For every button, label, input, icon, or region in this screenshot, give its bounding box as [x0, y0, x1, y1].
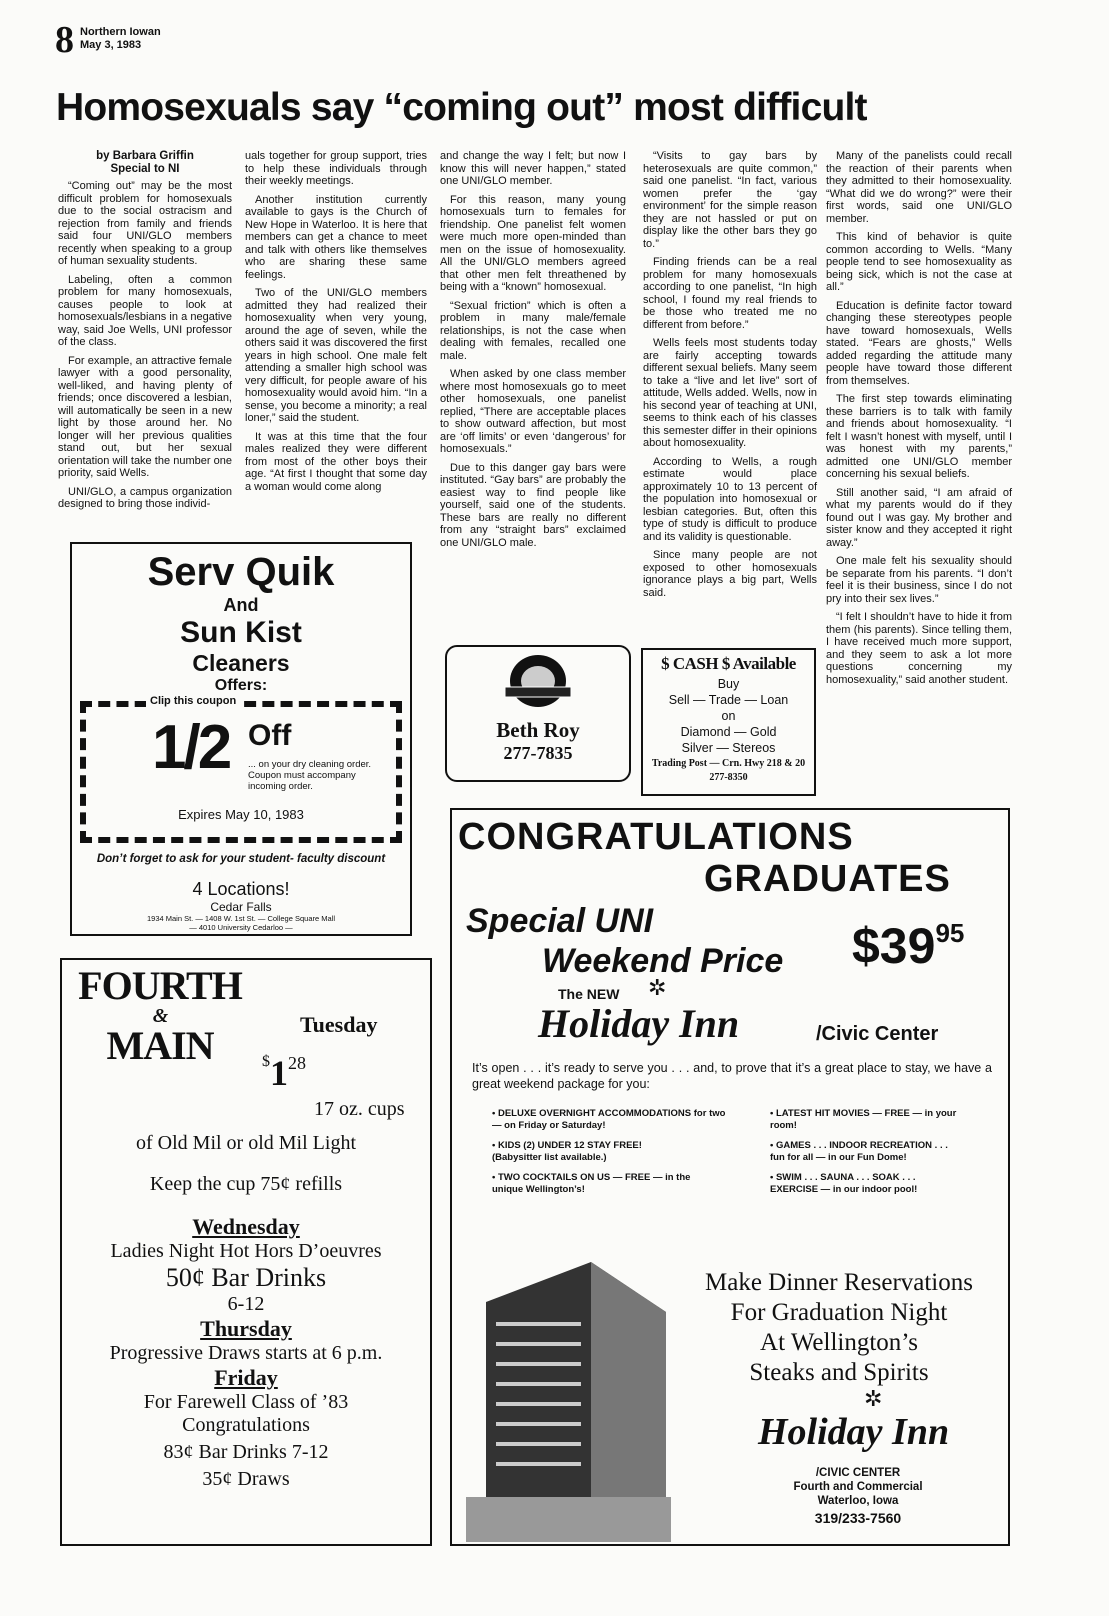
ad-text: 17 oz. cups	[314, 1098, 405, 1120]
ad-text: Make Dinner Reservations	[705, 1269, 973, 1296]
article-paragraph: Since many people are not exposed to other homosexuals ignorance plays a big part, Wells said.	[643, 549, 817, 599]
article-paragraph: “Visits to gay bars by heterosexuals are quite common,” said one panelist. “In fact, various women prefer the ‘gay environment’ for the simple reason they are not hassled or put on display like the other bars they go to.”	[643, 150, 817, 250]
article-paragraph: uals together for group support, tries to help these individuals through their weekly meetings.	[245, 150, 427, 187]
article-paragraph: Many of the panelists could recall the reaction of their parents when they admitted to their homosexuality. “What did we do wrong?” were their first words, said one UNI/GLO member.	[826, 150, 1012, 225]
ad-text: Cedar Falls	[210, 900, 272, 914]
ad-text: 83¢ Bar Drinks 7-12	[163, 1441, 329, 1463]
moosehead-ad	[445, 645, 631, 782]
price-part: 95	[935, 918, 965, 948]
ad-text: Ladies Night Hot Hors D’oeuvres	[110, 1240, 382, 1262]
holiday-inn-logo: Holiday Inn	[538, 1001, 740, 1046]
logo-text: FOURTH	[78, 963, 242, 1008]
ad-intro: It’s open . . . it’s ready to serve you . . . and, to prove that it’s a great place to stay, we have a great weekend package for you:	[472, 1061, 992, 1091]
coupon-label: Clip this coupon	[146, 695, 240, 707]
headline: Homosexuals say “coming out” most difficult	[56, 86, 867, 129]
article-paragraph: Still another said, “I am afraid of what my parents would do if they found out I was gay. My brother and sister know and they accepted it right away.”	[826, 486, 1012, 549]
ad-text: Keep the cup 75¢ refills	[149, 1173, 343, 1195]
article-column-1	[58, 150, 232, 517]
amenity-item: • SWIM . . . SAUNA . . . SOAK . . . EXERCISE — in our indoor pool!	[770, 1172, 918, 1195]
servquik-ad	[70, 542, 412, 936]
coupon-discount: 1/2	[152, 713, 230, 782]
ad-text: of Old Mil or old Mil Light	[136, 1132, 356, 1154]
article-paragraph: Due to this danger gay bars were instituted. “Gay bars” are probably the easiest way to find people like yourself, said one of the students. These bars are really no different from any “straight bars” exclaimed one UNI/GLO male.	[440, 461, 626, 549]
amenity-item: • DELUXE OVERNIGHT ACCOMMODATIONS for two — on Friday or Saturday!	[492, 1108, 726, 1131]
article-paragraph: One male felt his sexuality should be separate from his parents. “I don’t feel it is their business, since I do not pry into their sex lives.”	[826, 555, 1012, 605]
article-paragraph: According to Wells, a rough estimate would place approximately 10 to 13 percent of the population into homosexual or lesbian categories. But, often this type of study is difficult to produce and its validity is questionable.	[643, 455, 817, 543]
ad-text: Steaks and Spirits	[749, 1359, 929, 1386]
article-paragraph: Two of the UNI/GLO members admitted they had realized their homosexuality when very young, around the age of seven, while the others said it was discovered the first years in high school. One male felt attending a smaller high school was very difficult, for people aware of his homosexuality would avoid him. “In a sense, you become a minority; a real loner,” said the student.	[245, 287, 427, 424]
price-part: $39	[852, 918, 936, 974]
day-heading: Tuesday	[300, 1012, 378, 1037]
ad-title: CONGRATULATIONS	[458, 816, 854, 858]
article-paragraph: Finding friends can be a real problem for many homosexuals according to one panelist, “In high school, I found my real friends to be those who treated me no different from before.”	[643, 256, 817, 331]
issue-date: May 3, 1983	[80, 39, 142, 51]
ad-text: At Wellington’s	[760, 1329, 918, 1356]
cash-ad	[641, 648, 816, 796]
dinner-reservations	[674, 1268, 1004, 1388]
masthead	[80, 26, 161, 52]
ad-title: Sun Kist	[180, 616, 302, 649]
ad-text: 50¢ Bar Drinks	[165, 1263, 327, 1292]
ad-name: Beth Roy	[496, 718, 580, 742]
coupon-expiry: Expires May 10, 1983	[178, 807, 304, 822]
ad-subtitle: Special UNI	[466, 902, 654, 940]
day-heading: Friday	[214, 1365, 278, 1390]
coupon-terms: ... on your dry cleaning order. Coupon must accompany incoming order.	[248, 759, 372, 792]
ad-phone: 277-7835	[503, 743, 573, 763]
credit: Special to NI	[110, 163, 180, 175]
ad-text: Buy	[717, 677, 740, 691]
amenities-right	[770, 1108, 960, 1196]
ad-text: Waterloo, Iowa	[817, 1495, 899, 1507]
weekend-price	[852, 918, 964, 974]
article-column-3	[440, 150, 626, 555]
day-heading: Wednesday	[192, 1214, 300, 1239]
article-paragraph: For example, an attractive female lawyer with a good personality, well-liked, and having plenty of friends; once discovered a lesbian, will automatically be seen in a new light by those around her. No longer will her previous qualities stand out, but her sexual orientation will take the number one priority, said Wells.	[58, 354, 232, 479]
article-paragraph: UNI/GLO, a campus organization designed to bring those individ-	[58, 485, 232, 510]
article-paragraph: Education is definite factor toward changing these stereotypes people have toward homosexuals, Wells stated. “Fears are ghosts,” Wells added regarding the attitude many people have toward those different from themselves.	[826, 299, 1012, 387]
article-paragraph: When asked by one class member where most homosexuals go to meet other homosexuals, one panelist replied, “There are acceptable places to show outward affection, but most are ‘off limits’ or even ‘dangerous’ for homosexuals.”	[440, 368, 626, 455]
article-paragraph: Labeling, often a common problem for many homosexuals, causes people to look at homosexuals/lesbians in a negative way, said Joe Wells, UNI professor of the class.	[58, 273, 232, 348]
star-burst-icon: ✲	[864, 1386, 883, 1411]
ad-text: 6-12	[227, 1293, 265, 1315]
article-paragraph: “I felt I shouldn’t have to hide it from them (his parents). Since telling them, I have received much more support, and they seem to ask a lot more questions concerning my homosexuality,” said another student.	[826, 611, 1012, 686]
day-heading: Thursday	[200, 1316, 292, 1341]
ad-title: $ CASH $ Available	[661, 654, 796, 673]
ad-address: 1934 Main St. — 1408 W. 1st St. — College Square Mall	[146, 914, 335, 923]
article-column-5	[826, 150, 1012, 692]
ad-text: /Civic Center	[816, 1023, 939, 1045]
tuesday-price	[262, 1052, 306, 1099]
holiday-inn-ad	[450, 808, 1010, 1546]
ad-text: Sell — Trade — Loan	[668, 693, 789, 707]
byline	[58, 150, 232, 176]
ad-text: Congratulations	[182, 1414, 310, 1436]
article-paragraph: It was at this time that the four males realized they were different from most of the other boys their age. “At first I thought that some day a woman would come along	[245, 430, 427, 493]
author: by Barbara Griffin	[96, 150, 194, 162]
amenities-left	[492, 1108, 732, 1196]
amenity-item: • GAMES . . . INDOOR RECREATION . . . fun for all — in our Fun Dome!	[770, 1140, 948, 1163]
ad-text: For Graduation Night	[730, 1299, 948, 1326]
ad-title: Cleaners	[192, 650, 290, 676]
ad-text: on	[721, 709, 736, 723]
holiday-inn-logo: Holiday Inn	[758, 1411, 950, 1453]
amenity-item: • LATEST HIT MOVIES — FREE — in your room!	[770, 1108, 957, 1131]
ad-subtitle: Weekend Price	[542, 942, 784, 980]
article-paragraph: The first step towards eliminating these barriers is to talk with family and friends about homosexuality. “I felt I wasn’t honest with myself, until I was honest with my parents,” admitted one UNI/GLO member concerning his sexual beliefs.	[826, 393, 1012, 480]
ad-title: GRADUATES	[704, 858, 951, 900]
article-paragraph: Wells feels most students today are fairly accepting towards different sexual beliefs. Many seem to take a “live and let live” sort of attitude, Wells added. Wells, now in his second year of teaching at UNI, seems to think each of his classes this semester differ in their opinions about homosexuality.	[643, 337, 817, 449]
ad-text: For Farewell Class of ’83	[143, 1391, 349, 1413]
ad-text: /CIVIC CENTER	[815, 1467, 901, 1479]
ad-address: — 4010 University Cedarloo —	[189, 923, 293, 932]
ad-title: Serv Quik	[147, 550, 335, 594]
amenity-item: • TWO COCKTAILS ON US — FREE — in the unique Wellington’s!	[492, 1172, 691, 1195]
hotel-photo	[466, 1242, 671, 1542]
price-part: 28	[288, 1053, 306, 1073]
ad-text: Fourth and Commercial	[793, 1481, 923, 1493]
ad-phone: 319/233-7560	[814, 1510, 902, 1526]
article-paragraph: This kind of behavior is quite common according to Wells. “Many people tend to see homosexuality as being sick, which is not the case at all.”	[826, 231, 1012, 293]
ad-text: Diamond — Gold	[680, 725, 777, 739]
ad-text: And	[223, 595, 259, 615]
bar-logo	[70, 963, 250, 1068]
ad-text: Progressive Draws starts at 6 p.m.	[109, 1342, 383, 1364]
ad-text: Don’t forget to ask for your student- faculty discount	[96, 853, 386, 865]
ad-address: Trading Post — Crn. Hwy 218 & 20	[651, 758, 806, 769]
coupon[interactable]	[80, 695, 402, 843]
ad-text: Silver — Stereos	[681, 741, 776, 755]
ad-text: Offers:	[214, 677, 268, 694]
article-paragraph: For this reason, many young homosexuals turn to females for friendship. One panelist felt women were much more open-minded than men on the issue of homosexuality. All the UNI/GLO members agreed that other men felt threathened by being with a “known” homosexual.	[440, 193, 626, 293]
page-number: 8	[55, 19, 74, 61]
article-paragraph: and change the way I felt; but now I know this will never happen,” stated one UNI/GLO member.	[440, 150, 626, 187]
article-column-2	[245, 150, 427, 499]
logo-text: &	[152, 1005, 168, 1027]
amenity-item: • KIDS (2) UNDER 12 STAY FREE! (Babysitter list available.)	[492, 1140, 642, 1163]
logo-text: MAIN	[106, 1023, 214, 1068]
article-column-4	[643, 150, 817, 605]
star-burst-icon: ✲	[648, 975, 667, 1000]
coupon-off: Off	[248, 719, 292, 752]
article-paragraph: “Sexual friction” which is often a problem in many male/female relationships, is not the case when dealing with females, recalled one male.	[440, 299, 626, 362]
ad-text: The NEW	[558, 986, 620, 1002]
fourth-and-main-ad	[60, 958, 432, 1546]
price-part: $	[262, 1053, 270, 1070]
ad-phone: 277-8350	[709, 772, 748, 783]
ad-text: 35¢ Draws	[202, 1468, 290, 1490]
paper-name: Northern Iowan	[80, 26, 161, 38]
article-paragraph: “Coming out” may be the most difficult problem for homosexuals due to the social ostracism and rejection from family and friends said four UNI/GLO members recently when speaking to a group of human sexuality students.	[58, 180, 232, 267]
price-part: 1	[270, 1053, 288, 1093]
ad-text: 4 Locations!	[192, 879, 290, 899]
article-paragraph: Another institution currently available to gays is the Church of New Hope in Waterloo. It is here that members can get a chance to meet and talk with others like themselves who are sharing these same feelings.	[245, 193, 427, 281]
moosehead-logo-icon	[503, 651, 573, 713]
hotel-address	[778, 1466, 938, 1527]
